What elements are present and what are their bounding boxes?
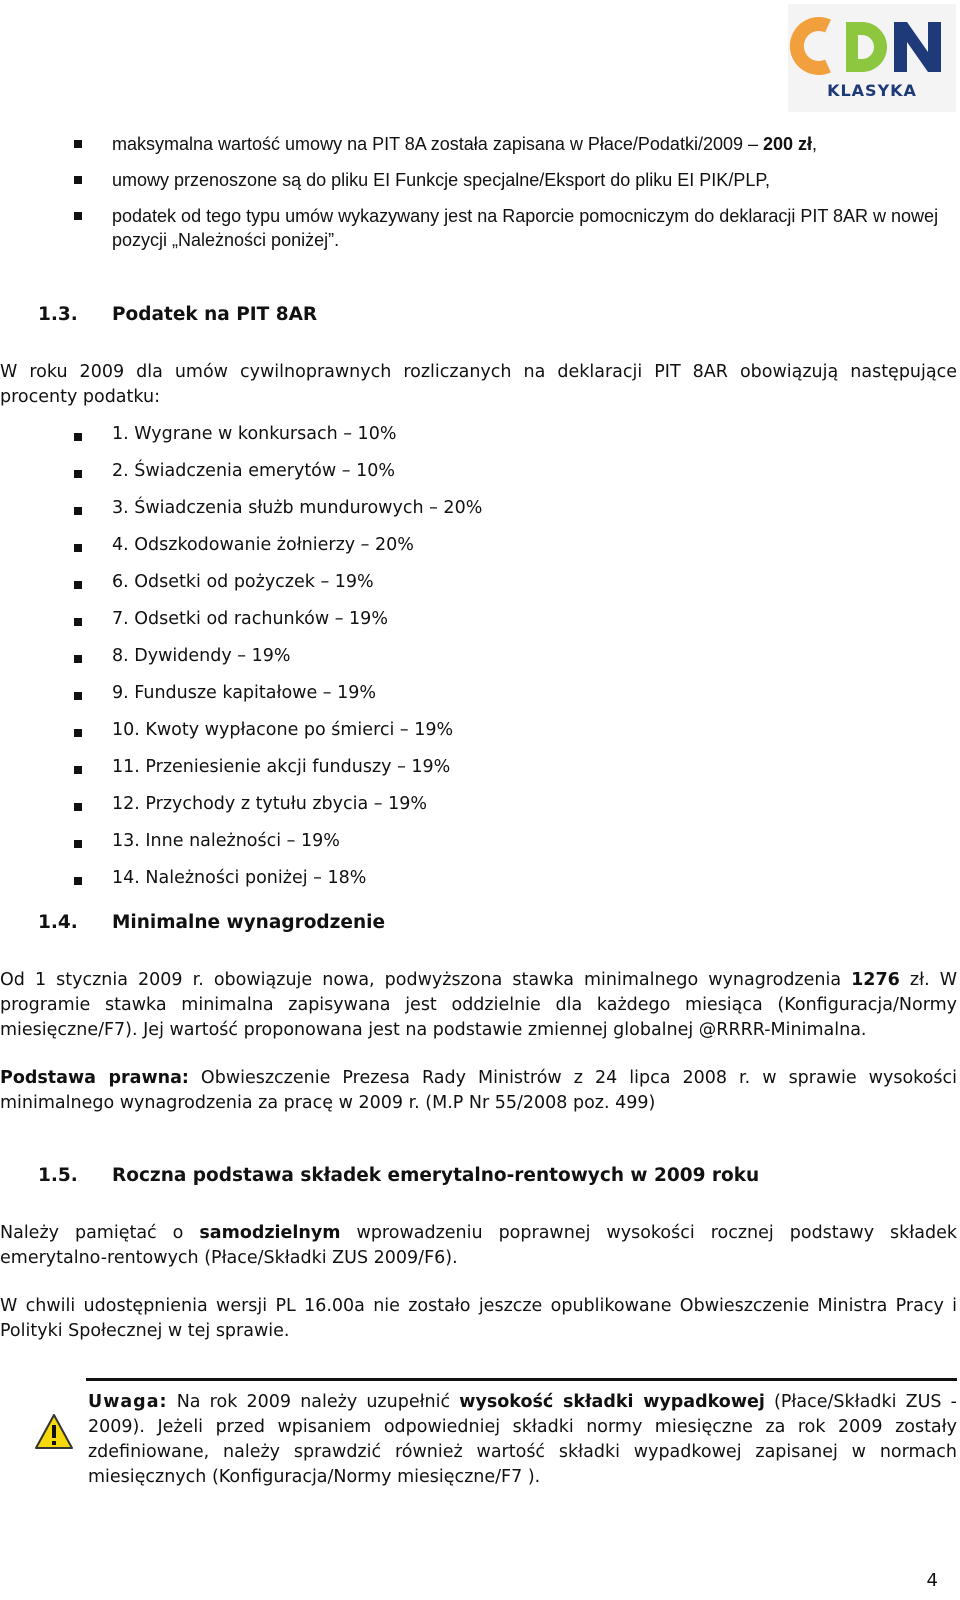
bullet-icon <box>74 212 82 220</box>
document-page: KLASYKA maksymalna wartość umowy na PIT 8A została zapisana w Płace/Podatki/2009 – 200 zł, umowy przenoszone są do pliku EI Funkcje specjalne/Eksport do pliku EI PIK/PLP, podatek od tego typu umów wykazywany jest na Raporcie pomocniczym do deklaracji PIT 8AR w nowej pozycji „Należności poniżej”. 1.3. Podatek na PIT 8AR W roku 2009 dla umów cywilnoprawnych rozliczanych na deklaracji PIT 8AR obowiązują następujące procenty podatku: 1. Wygrane w konkursach – 10% 2. Świadczenia emerytów – 10% 3. Świadczenia służb mundurowych – 20% 4. Odszkodowanie żołnierzy – 20% 6. Odsetki od pożyczek – 19% 7. Odsetki od rachunków – 19% 8. Dywidendy – 19% 9. Fundusze kapitałowe – 19% 10. Kwoty wypłacone po śmierci – 19% 11. Przeniesienie akcji funduszy – 19% 12. Przychody z tytułu zbycia – 19% 13. Inne należności – 19% 14. Należności poniżej – 18% 1.4. Minimalne wynagrodzenie Od 1 stycznia 2009 r. obowiązuje nowa, podwyższona stawka minimalnego wynagrodzenia 1276 zł. W programie stawka minimalna zapisywana jest oddzielnie dla każdego miesiąca (Konfiguracja/Normy miesięczne/F7). Jej wartość proponowana jest na podstawie zmiennej globalnej @RRRR-Minimalna. Podstawa prawna: Obwieszczenie Prezesa Rady Ministrów z 24 lipca 2008 r. w sprawie wysokości minimalnego wynagrodzenia za pracę w 2009 r. (M.P Nr 55/2008 poz. 499) 1.5. Roczna podstawa składek emerytalno-rentowych w 2009 roku Należy pamiętać o samodzielnym wprowadzeniu poprawnej wysokości rocznej podstawy składek emerytalno-rentowych (Płace/Składki ZUS 2009/F6). W chwili udostępnienia wersji PL 16.00a nie zostało jeszcze opublikowane Obwieszczenie Ministra Pracy i Polityki Społecznej w tej sprawie. Uwaga: Na rok 2009 należy uzupełnić wysokość składki wypadkowej (Płace/Składki ZUS - 2009). Jeżeli przed wpisaniem odpowiedniej składki normy miesięczne za rok 2009 zostały zdefiniowane, należy sprawdzić również wartość składki wypadkowej zapisanej w normach miesięcznych (Konfiguracja/Normy miesięczne/F7 ). 4 <box>0 0 960 1600</box>
list-item: 6. Odsetki od pożyczek – 19% <box>0 570 600 607</box>
bullet-icon <box>74 840 82 848</box>
list-item-text: umowy przenoszone są do pliku EI Funkcje specjalne/Eksport do pliku EI PIK/PLP, <box>112 170 771 190</box>
list-item: 12. Przychody z tytułu zbycia – 19% <box>0 792 600 829</box>
section-14-paragraph-1: Od 1 stycznia 2009 r. obowiązuje nowa, podwyższona stawka minimalnego wynagrodzenia 1276 zł. W programie stawka minimalna zapisywana jest oddzielnie dla każdego miesiąca (Konfiguracja/Normy miesięczne/F7). Jej wartość proponowana jest na podstawie zmiennej globalnej @RRRR-Minimalna. <box>0 970 957 1040</box>
list-item: 2. Świadczenia emerytów – 10% <box>0 459 600 496</box>
list-item: 8. Dywidendy – 19% <box>0 644 600 681</box>
bullet-icon <box>74 618 82 626</box>
list-item: 11. Przeniesienie akcji funduszy – 19% <box>0 755 600 792</box>
section-13-intro: W roku 2009 dla umów cywilnoprawnych rozliczanych na deklaracji PIT 8AR obowiązują następujące procenty podatku: <box>0 362 957 407</box>
list-item: 13. Inne należności – 19% <box>0 829 600 866</box>
list-item-bold: 200 zł <box>763 134 813 154</box>
bullet-icon <box>74 140 82 148</box>
page-number: 4 <box>926 1570 938 1591</box>
bullet-icon <box>74 544 82 552</box>
section-14-legal-basis: Podstawa prawna: Obwieszczenie Prezesa Rady Ministrów z 24 lipca 2008 r. w sprawie wysokości minimalnego wynagrodzenia za pracę w 2009 r. (M.P Nr 55/2008 poz. 499) <box>0 1068 957 1113</box>
section-title: Minimalne wynagrodzenie <box>112 912 386 933</box>
section-number: 1.4. <box>38 912 78 933</box>
bullet-icon <box>74 692 82 700</box>
bullet-icon <box>74 176 82 184</box>
list-item-text: maksymalna wartość umowy na PIT 8A została zapisana w Płace/Podatki/2009 – <box>112 134 763 154</box>
list-item: 4. Odszkodowanie żołnierzy – 20% <box>0 533 600 570</box>
list-item: 9. Fundusze kapitałowe – 19% <box>0 681 600 718</box>
bullet-icon <box>74 581 82 589</box>
list-item-text: podatek od tego typu umów wykazywany jest na Raporcie pomocniczym do deklaracji PIT 8AR w nowej pozycji „Należności poniżej”. <box>112 206 939 250</box>
section-number: 1.5. <box>38 1165 78 1186</box>
section-title: Roczna podstawa składek emerytalno-rentowych w 2009 roku <box>112 1165 760 1186</box>
bullet-icon <box>74 655 82 663</box>
list-item: 7. Odsetki od rachunków – 19% <box>0 607 600 644</box>
note-text: Uwaga: Na rok 2009 należy uzupełnić wysokość składki wypadkowej (Płace/Składki ZUS - 2009). Jeżeli przed wpisaniem odpowiedniej składki normy miesięczne za rok 2009 zostały zdefiniowane, należy sprawdzić również wartość składki wypadkowej zapisanej w normach miesięcznych (Konfiguracja/Normy miesięczne/F7 ). <box>88 1392 957 1487</box>
list-item: 3. Świadczenia służb mundurowych – 20% <box>0 496 600 533</box>
warning-icon <box>34 1412 74 1452</box>
section-title: Podatek na PIT 8AR <box>112 304 318 325</box>
bullet-icon <box>74 877 82 885</box>
bullet-icon <box>74 803 82 811</box>
cdn-klasyka-logo <box>788 4 956 112</box>
bullet-icon <box>74 470 82 478</box>
bullet-icon <box>74 729 82 737</box>
note-divider <box>86 1378 957 1381</box>
bullet-icon <box>74 507 82 515</box>
bullet-icon <box>74 766 82 774</box>
section-15-paragraph-2: W chwili udostępnienia wersji PL 16.00a nie zostało jeszcze opublikowane Obwieszczenie Ministra Pracy i Polityki Społecznej w tej sprawie. <box>0 1296 957 1341</box>
bullet-icon <box>74 433 82 441</box>
list-item: 10. Kwoty wypłacone po śmierci – 19% <box>0 718 600 755</box>
list-item: 1. Wygrane w konkursach – 10% <box>0 422 600 459</box>
logo-subtitle: KLASYKA <box>827 81 917 100</box>
section-15-paragraph-1: Należy pamiętać o samodzielnym wprowadzeniu poprawnej wysokości rocznej podstawy składek emerytalno-rentowych (Płace/Składki ZUS 2009/F6). <box>0 1223 957 1268</box>
list-item: 14. Należności poniżej – 18% <box>0 866 600 903</box>
section-number: 1.3. <box>38 304 78 325</box>
